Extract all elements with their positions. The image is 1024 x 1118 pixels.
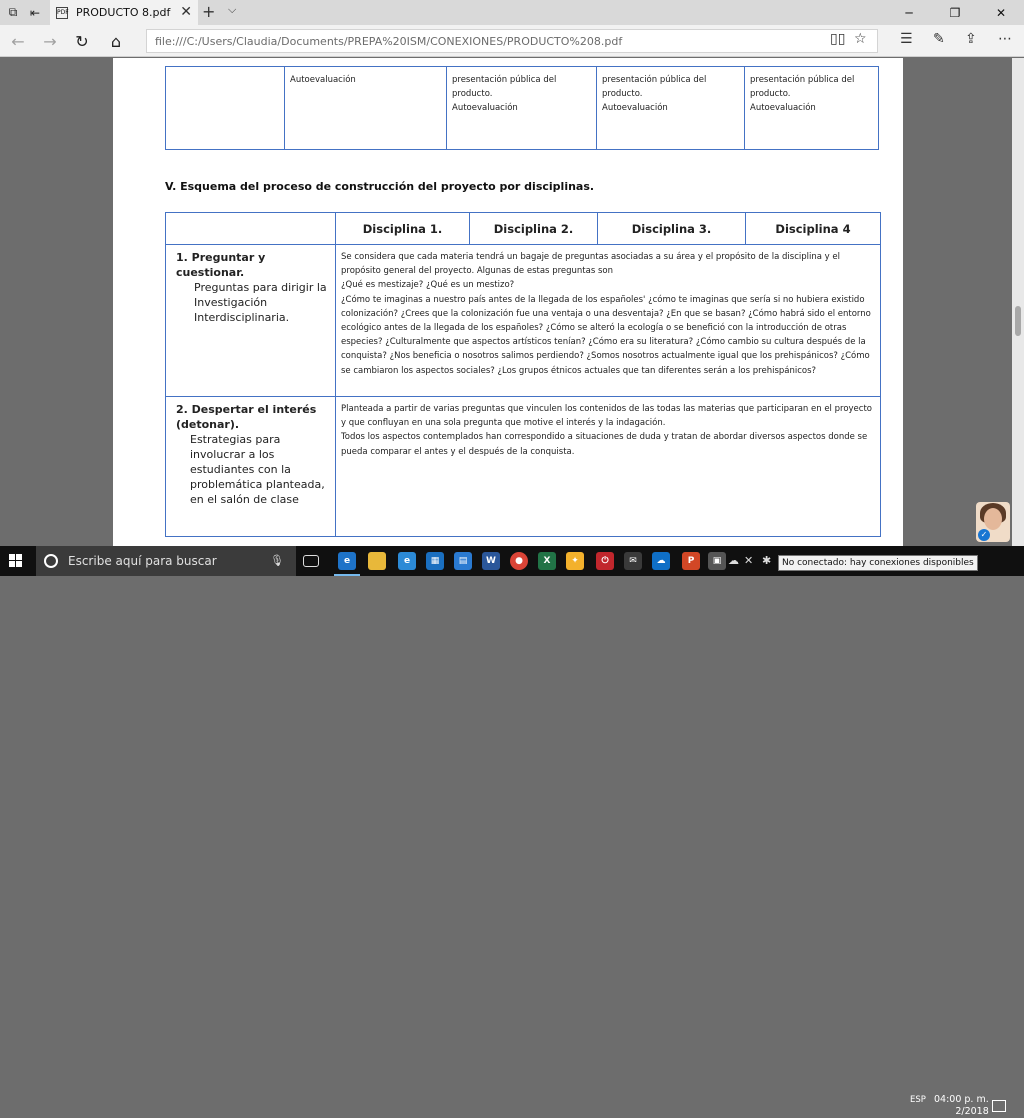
paragraph: Se considera que cada materia tendrá un bagaje de preguntas asociadas a su área y el propósito de la disciplina y el propósito general del proyecto. Algunas de estas preguntas son: [341, 252, 840, 277]
avatar-face: [984, 508, 1002, 530]
scroll-thumb[interactable]: [1015, 306, 1021, 336]
share-icon[interactable]: ⇪: [965, 31, 977, 47]
app-icon[interactable]: ▤: [454, 552, 472, 570]
url-field[interactable]: [146, 29, 878, 53]
minimize-icon[interactable]: ─: [905, 5, 913, 20]
table-row: [166, 397, 881, 537]
row-description: [336, 397, 881, 537]
new-tab-icon[interactable]: +: [202, 2, 216, 21]
header-cell: [166, 213, 336, 245]
action-center-icon[interactable]: [992, 1100, 1006, 1112]
excel-icon[interactable]: X: [538, 552, 556, 570]
table-cell: Autoevaluación: [285, 67, 447, 150]
cortana-icon: [44, 554, 58, 568]
onedrive-icon[interactable]: ☁: [652, 552, 670, 570]
clock[interactable]: [934, 1094, 989, 1118]
windows-start-icon[interactable]: [9, 554, 23, 568]
url-text: file:///C:/Users/Claudia/Documents/PREPA%20ISM/CONEXIONES/PRODUCTO%208.pdf: [155, 34, 623, 48]
table-cell: presentación pública del producto. Autoevaluación: [597, 67, 745, 150]
forward-icon[interactable]: →: [43, 31, 57, 51]
row-title: 2. Despertar el interés (detonar).: [176, 403, 317, 431]
notes-pen-icon[interactable]: ✎: [933, 31, 945, 47]
title-bar: [0, 0, 1024, 25]
row-subtitle: Estrategias para involucrar a los estudiantes con la problemática planteada, en el salón de clase: [190, 433, 325, 506]
network-icon[interactable]: ✱: [762, 554, 772, 567]
table-row: [166, 245, 881, 397]
refresh-icon[interactable]: ↻: [75, 31, 89, 51]
clock-date: 2/2018: [955, 1106, 989, 1117]
file-explorer-icon[interactable]: [368, 552, 386, 570]
home-icon[interactable]: ⌂: [110, 31, 122, 51]
favorite-star-icon[interactable]: ☆: [854, 31, 867, 47]
table-cell: presentación pública del producto. Autoevaluación: [447, 67, 597, 150]
set-aside-tabs-icon[interactable]: ⇤: [29, 5, 41, 20]
pdf-viewer[interactable]: [0, 58, 1024, 546]
store-icon[interactable]: ▦: [426, 552, 444, 570]
clock-time: 04:00 p. m.: [934, 1094, 989, 1105]
table-header-row: [166, 213, 881, 245]
edge-icon[interactable]: e: [338, 552, 356, 570]
header-disciplina-1: Disciplina 1.: [336, 213, 470, 245]
task-view-icon[interactable]: [303, 555, 319, 567]
network-tooltip: No conectado: hay conexiones disponibles: [778, 555, 978, 571]
paragraph: Todos los aspectos contemplados han correspondido a situaciones de duda y tratan de abordar diversos aspectos donde se pueda comparar el antes y el después de la conquista.: [341, 432, 868, 457]
previous-table-continuation: [165, 66, 879, 150]
close-window-icon[interactable]: ✕: [995, 5, 1007, 20]
chevron-down-icon[interactable]: ⌵: [228, 3, 237, 16]
header-disciplina-2: Disciplina 2.: [470, 213, 598, 245]
language-indicator[interactable]: ESP: [910, 1095, 926, 1105]
table-cell: [166, 67, 285, 150]
volume-icon[interactable]: ✕: [744, 554, 754, 567]
tab-preview-icon[interactable]: ⧉: [8, 5, 18, 19]
row-description: [336, 245, 881, 397]
app-icon[interactable]: ▣: [708, 552, 726, 570]
restore-icon[interactable]: ❐: [949, 5, 961, 20]
paragraph: ¿Qué es mestizaje? ¿Qué es un mestizo?: [341, 280, 515, 291]
header-disciplina-4: Disciplina 4: [746, 213, 881, 245]
disciplines-table: [165, 212, 881, 537]
reading-view-icon[interactable]: ▯▯: [830, 31, 846, 47]
checkmark-icon: ✓: [978, 529, 990, 541]
more-icon[interactable]: ⋯: [998, 31, 1012, 47]
avatar[interactable]: [976, 502, 1010, 542]
back-icon[interactable]: ←: [11, 31, 25, 51]
paragraph: ¿Cómo te imaginas a nuestro país antes de la llegada de los españoles' ¿cómo te imaginas que sería si no hubiera existido colonización? ¿Crees que la colonización fue una ventaja o una desventaja? ¿En que se basan? ¿Cómo habrá sido el entorno ecológico antes de la llegada de los españoles? ¿Cómo se alteró la ecología o se benefició con la introducción de otras especies? ¿Culturalmente que aspectos artísticos tenían? ¿Cómo era su literatura? ¿Cómo cambio su cultura después de la conquista? ¿Nos beneficia o nosotros salimos perdiendo? ¿Somos nosotros actualmente igual que los prehispánicos? ¿Cómo se cambiaron los aspectos sociales? ¿Los grupos étnicos actuales que tan diferentes serán a los prehispánicos?: [341, 294, 871, 376]
tab-title: PRODUCTO 8.pdf: [76, 6, 171, 19]
word-icon[interactable]: W: [482, 552, 500, 570]
mail-icon[interactable]: ✉: [624, 552, 642, 570]
app-icon[interactable]: ✦: [566, 552, 584, 570]
header-disciplina-3: Disciplina 3.: [598, 213, 746, 245]
row-subtitle: Preguntas para dirigir la Investigación Interdisciplinaria.: [194, 281, 327, 324]
vertical-scrollbar[interactable]: [1012, 58, 1024, 546]
pdf-page: [113, 58, 903, 546]
microphone-icon[interactable]: 🎙: [270, 554, 284, 567]
chrome-icon[interactable]: ●: [510, 552, 528, 570]
row-label-cell: [166, 245, 336, 397]
cloud-icon[interactable]: ☁: [728, 554, 739, 567]
tab-producto-8[interactable]: [50, 0, 198, 25]
row-title: 1. Preguntar y cuestionar.: [176, 251, 266, 279]
power-icon[interactable]: ⏻: [596, 552, 614, 570]
internet-explorer-icon[interactable]: e: [398, 552, 416, 570]
row-label-cell: [166, 397, 336, 537]
taskbar-search[interactable]: [36, 546, 296, 576]
paragraph: Planteada a partir de varias preguntas que vinculen los contenidos de las todas las materias que participaran en el proyecto y que confluyan en una sola pregunta que motive el interés y la indagación.: [341, 404, 872, 429]
section-title: V. Esquema del proceso de construcción del proyecto por disciplinas.: [165, 180, 595, 193]
powerpoint-icon[interactable]: P: [682, 552, 700, 570]
table-cell: presentación pública del producto. Autoevaluación: [745, 67, 879, 150]
address-toolbar: [0, 25, 1024, 57]
hub-icon[interactable]: ☰: [900, 31, 913, 47]
pdf-icon: PDF: [56, 7, 68, 19]
search-placeholder: Escribe aquí para buscar: [68, 554, 217, 568]
close-tab-icon[interactable]: ✕: [180, 4, 192, 20]
